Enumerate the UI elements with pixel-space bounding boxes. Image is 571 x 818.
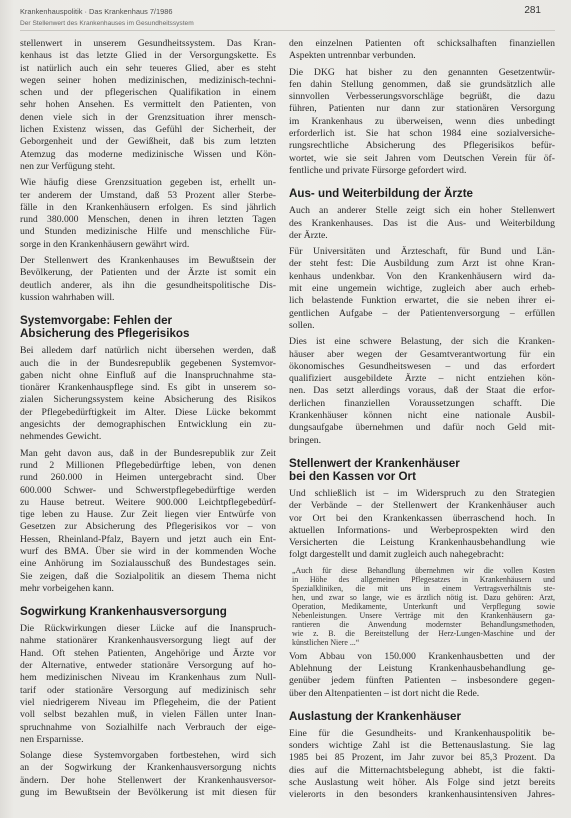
page-number: 281	[524, 5, 541, 16]
text-line: spruchnahme von Sozialhilfe nach Verbrauch der eige-	[20, 721, 276, 733]
text-line: kussion wahrhaben will.	[20, 291, 115, 303]
text-line: bringen.	[289, 434, 322, 446]
text-line: tige leben zu Hause. Zur Zeit liegen vier Entwürfe von	[20, 509, 276, 521]
text-line: Eine für die Gesundheits- und Krankenhauspolitik be-	[289, 727, 555, 739]
paragraph	[20, 623, 276, 746]
text-line: rund 2 Millionen Pflegebedürftige leben, von denen	[20, 459, 276, 471]
text-line: Versicherten die Leistung Krankenhausbehandlung wie	[289, 537, 555, 549]
text-line: der Ärzte.	[289, 229, 328, 241]
text-line: deutlich anderer, als ihn die gesundheitspolitische Dis-	[20, 279, 276, 291]
text-line: sorge in den Krankenhäusern gewährt wird.	[20, 238, 190, 250]
text-line: rungsrechtliche Absicherung des Pflegerisikos befür-	[289, 140, 555, 152]
text-line: Geborgenheit und der Gewißheit, daß bis zum letzten	[20, 136, 276, 148]
paragraph	[289, 67, 555, 178]
text-line: Ablehnung der Leistung Krankenhausbehandlung ge-	[289, 662, 555, 674]
text-line: dungsaufgabe übernehmen und dafür noch Geld mit-	[289, 422, 555, 434]
text-line: gaben nicht ohne Einfluß auf die Inanspruchnahme sta-	[20, 369, 276, 381]
paragraph	[20, 448, 276, 596]
text-line: wortet, wie sie seit Jahren vom Deutschen Verein für öf-	[289, 152, 555, 164]
text-line: der steht fest: Die Ausbildung zum Arzt ist ohne Kran-	[289, 258, 555, 270]
text-line: Aspekten untrennbar verbunden.	[289, 50, 416, 62]
running-header-title: Der Stellenwert des Krankenhauses im Gesundheitssystem	[20, 20, 194, 27]
text-line: sinnvollen Verbesserungsvorschläge begrüßt, die dazu	[289, 91, 555, 103]
text-line: Spezialkliniken, die mit uns in einem Vertragsverhältnis ste-	[292, 583, 555, 593]
text-line: sollen.	[289, 319, 315, 331]
text-line: ter anderem der Umstand, daß 53 Prozent aller Sterbe-	[20, 189, 276, 201]
text-line: der Verbände – der Stellenwert der Krankenhäuser auch	[289, 500, 555, 512]
text-line: Hand. Oft stehen Patienten, Angehörige und Ärzte vor	[20, 647, 276, 659]
text-line: „Auch für diese Behandlung übernehmen wir die vollen Kosten	[292, 565, 555, 575]
text-line: wie z. B. die Bereitstellung der Herz-Lungen-Maschine und der	[292, 628, 555, 638]
text-line: viel niedrigerem Niveau im Pflegeheim, die der Patient	[20, 696, 276, 708]
text-line: ökonomisches Gesundheitswesen – und das erfordert	[289, 360, 555, 372]
text-line: Die Rückwirkungen dieser Lücke auf die Inanspruch-	[20, 623, 276, 635]
text-line: hem medizinischen Niveau im Krankenhaus zum Null-	[20, 672, 276, 684]
text-column-right	[289, 38, 555, 806]
paragraph	[289, 728, 555, 802]
text-line: Auch an anderer Stelle zeigt sich ein hoher Stellenwert	[289, 205, 555, 217]
text-line: Und schließlich ist – im Widerspruch zu den Strategien	[289, 487, 555, 499]
text-line: kenhaus undenkbar. Von den Krankenhäusern wird da-	[289, 270, 555, 282]
text-line: führen, Patienten nur dann zur stationären Versorgung	[289, 103, 555, 115]
text-line: über den Altenpatienten – ist dort nicht die Rede.	[289, 687, 480, 699]
text-line: auch die in der Bundesrepublik gegebenen Systemvor-	[20, 357, 276, 369]
text-line: schen und der pflegerischen Qualifikation in einem	[20, 87, 276, 99]
text-line: rund 260.000 in Heimen untergebracht sind. Über	[20, 472, 276, 484]
text-line: fen dahin Stellung genommen, daß sie grundsätzlich alle	[289, 78, 555, 90]
heading-line: Absicherung des Pflegerisikos	[20, 327, 190, 341]
header-divider	[20, 30, 555, 31]
text-line: zialen Sicherungssystem keine Absicherung des Risikos	[20, 394, 276, 406]
text-line: rund 380.000 Menschen, denen in ihren letzten Tagen	[20, 214, 276, 226]
text-line: qualifiziert ausgebildete Ärzte – nicht entziehen kön-	[289, 373, 555, 385]
text-line: der Pflegebedürftigkeit im Alter. Diese Lücke bekommt	[20, 406, 276, 418]
paragraph	[289, 651, 555, 700]
text-line: genüber jedem fünften Patienten – insbesondere gegen-	[289, 675, 555, 687]
text-line: angesichts der demographischen Entwicklung ein zu-	[20, 419, 276, 431]
running-header-publication: Krankenhauspolitik · Das Krankenhaus 7/1986	[20, 7, 173, 16]
text-line: sche Auslastung weit höher. Als Folge sind jetzt bereits	[289, 777, 555, 789]
text-line: aktuellen Informations- und Werbeprospekten wird den	[289, 524, 555, 536]
section-heading	[289, 187, 555, 200]
block-quote	[289, 566, 555, 647]
text-line: Vom Abbau von 150.000 Krankenhausbetten und der	[289, 650, 555, 662]
text-line: des Krankenhauses. Das ist die Aus- und Weiterbildung	[289, 217, 555, 229]
text-line: hen, und zwar so lange, wie es ärztlich nötig ist. Dazu gehören: Arzt,	[292, 592, 555, 602]
heading-line: Auslastung der Krankenhäuser	[289, 709, 462, 723]
text-line: Der Stellenwert des Krankenhauses im Bewußtsein der	[20, 255, 276, 267]
text-line: Nebenleistungen. Unsere Verträge mit den Krankenhäusern ga-	[292, 610, 555, 620]
text-line: Die DKG hat bisher zu den genannten Gesetzentwür-	[289, 66, 555, 78]
text-line: vielerorts in den besonders krankenhausintensiven Jahres-	[289, 789, 555, 801]
text-line: dies auf die Mitternachtsbelegung abhebt, ist die fakti-	[289, 764, 555, 776]
text-line: künstlichen Niere ...“	[292, 637, 360, 647]
heading-line: Stellenwert der Krankenhäuser	[289, 456, 460, 470]
text-line: mehr vorbeigehen kann.	[20, 582, 114, 594]
paragraph	[289, 488, 555, 562]
text-line: Dies ist eine schwere Belastung, der sich die Kranken-	[289, 336, 555, 348]
text-line: nen Ersparnisse.	[20, 733, 84, 745]
text-line: in Höhe des allgemeinen Pflegesatzes in Krankenhäusern und	[292, 574, 555, 584]
text-line: ist natürlich auch ein sehr teueres Glied, aber es steht	[20, 62, 276, 74]
text-line: voll selbst bezahlen muß, in vielen Fällen unter Inan-	[20, 709, 276, 721]
text-line: sehr hohen Ansehen. Es vermittelt den Patienten, von	[20, 99, 276, 111]
text-line: den einzelnen Patienten oft schicksalhaften finanziellen	[289, 38, 555, 49]
text-line: 600.000 Schwer- und Schwerstpflegebedürftige werden	[20, 484, 276, 496]
text-line: denen viele sich in der Grenzsituation ihrer mensch-	[20, 111, 276, 123]
text-line: lichen Existenz wissen, das Gefühl der Sicherheit, der	[20, 124, 276, 136]
paragraph	[289, 246, 555, 332]
paragraph	[20, 177, 276, 251]
text-line: fälle in den Krankenhäusern erfolgen. Es sind jährlich	[20, 201, 276, 213]
text-line: nen zur Verfügung steht.	[20, 160, 116, 172]
text-line: nahme stationärer Krankenhausversorgung liegt auf der	[20, 635, 276, 647]
text-line: Atemzug das moderne medizinische Wissen und Kön-	[20, 148, 276, 160]
text-line: Gesetzen zur Absicherung des Pflegerisikos vor – von	[20, 521, 276, 533]
text-line: ändern. Der hohe Stellenwert der Krankenhausversor-	[20, 774, 276, 786]
text-line: der Alternative, entweder stationäre Versorgung auf ho-	[20, 660, 276, 672]
text-line: Wie häufig diese Grenzsituation gegeben ist, erhellt un-	[20, 177, 276, 189]
section-heading	[20, 314, 276, 340]
heading-line: bei den Kassen vor Ort	[289, 469, 416, 483]
text-line: eine Anhörung im Sozialausschuß des Bundestages sein.	[20, 558, 276, 570]
text-line: an der Sogwirkung der Krankenhausversorgung nichts	[20, 762, 276, 774]
text-line: derlichen finanziellen Voraussetzungen schafft. Die	[289, 397, 555, 409]
text-line: mit eine ungemein wichtige, zugleich aber auch erheb-	[289, 283, 555, 295]
text-line: tionärer Krankenhauspflege sind. Es gibt in unserem so-	[20, 382, 276, 394]
text-line: 1985 bei 85 Prozent, im Jahr zuvor bei 85,3 Prozent. Da	[289, 752, 555, 764]
text-line: Für Universitäten und Ärzteschaft, für Bund und Län-	[289, 246, 555, 258]
paragraph	[20, 255, 276, 304]
heading-line: Sogwirkung Krankenhausversorgung	[20, 605, 227, 619]
heading-line: Aus- und Weiterbildung der Ärzte	[289, 187, 473, 201]
text-line: Operation, Medikamente, Unterkunft und Verpflegung sowie	[292, 601, 555, 611]
text-line: Krankenhäuser können nicht eine nationale Ausbil-	[289, 410, 555, 422]
text-line: im Krankenhaus zu überweisen, wenn dies unbedingt	[289, 115, 555, 127]
text-line: wurf des BMA. Über sie wird in der kommenden Woche	[20, 545, 276, 557]
paragraph	[289, 38, 555, 63]
section-heading	[20, 605, 276, 618]
text-line: Man geht davon aus, daß in der Bundesrepublik zur Zeit	[20, 447, 276, 459]
text-line: Sie zeigen, daß die Sozialpolitik an diesem Thema nicht	[20, 570, 276, 582]
text-line: sonders wichtige Zahl ist die Bettenauslastung. Sie lag	[289, 740, 555, 752]
text-line: folgt dargestellt und damit zugleich auch nahegebracht:	[289, 549, 505, 561]
text-line: gentlichen Aufgabe – der Patientenversorgung – erfüllen	[289, 307, 555, 319]
text-line: fentliche und private Fürsorge gefordert wird.	[289, 164, 467, 176]
text-line: nehmendes Gewicht.	[20, 431, 102, 443]
text-line: tarif oder stationäre Versorgung auf medizinisch sehr	[20, 684, 276, 696]
text-line: Bei alledem darf natürlich nicht übersehen werden, daß	[20, 345, 276, 357]
text-line: Bevölkerung, der Patienten und der Ärzte ist somit ein	[20, 267, 276, 279]
section-heading	[289, 457, 555, 483]
paragraph	[289, 205, 555, 242]
paragraph	[20, 345, 276, 443]
paragraph	[289, 336, 555, 447]
text-line: nen. Das setzt allerdings voraus, daß der Staat die erfor-	[289, 385, 555, 397]
text-line: vor Ort bei den Krankenkassen überraschend hoch. In	[289, 512, 555, 524]
text-line: kenhaus ist das letzte Glied in der Versorgungskette. Es	[20, 50, 276, 62]
heading-line: Systemvorgabe: Fehlen der	[20, 314, 173, 328]
paragraph	[20, 38, 276, 173]
text-line: Solange diese Systemvorgaben fortbestehen, wird sich	[20, 750, 276, 762]
text-line: wegen seiner hohen medizinischen, medizinisch-techni-	[20, 74, 276, 86]
text-line: lich belastende Funktion erwartet, die sie neben ihrer ei-	[289, 295, 555, 307]
text-line: Hessen, Rheinland-Pfalz, Bayern und jetzt auch ein Ent-	[20, 533, 276, 545]
text-line: und Stunden medizinische Hilfe und menschliche Für-	[20, 226, 276, 238]
text-column-left	[20, 38, 276, 803]
paragraph	[20, 750, 276, 799]
text-line: erforderlich ist. Sie hat schon 1984 eine sozialversiche-	[289, 128, 555, 140]
text-line: rantieren die Anwendung modernster Behandlungsmethoden,	[292, 619, 555, 629]
text-line: zu Hause betreut. Weitere 900.000 Leichtpflegebedürf-	[20, 496, 276, 508]
section-heading	[289, 710, 555, 723]
text-line: stellenwert in unserem Gesundheitssystem. Das Kran-	[20, 38, 276, 49]
text-line: häuser aber wegen der Gesamtverantwortung für ein	[289, 348, 555, 360]
text-line: gung im Bewußtsein der Bevölkerung ist mit diesen für	[20, 787, 276, 799]
